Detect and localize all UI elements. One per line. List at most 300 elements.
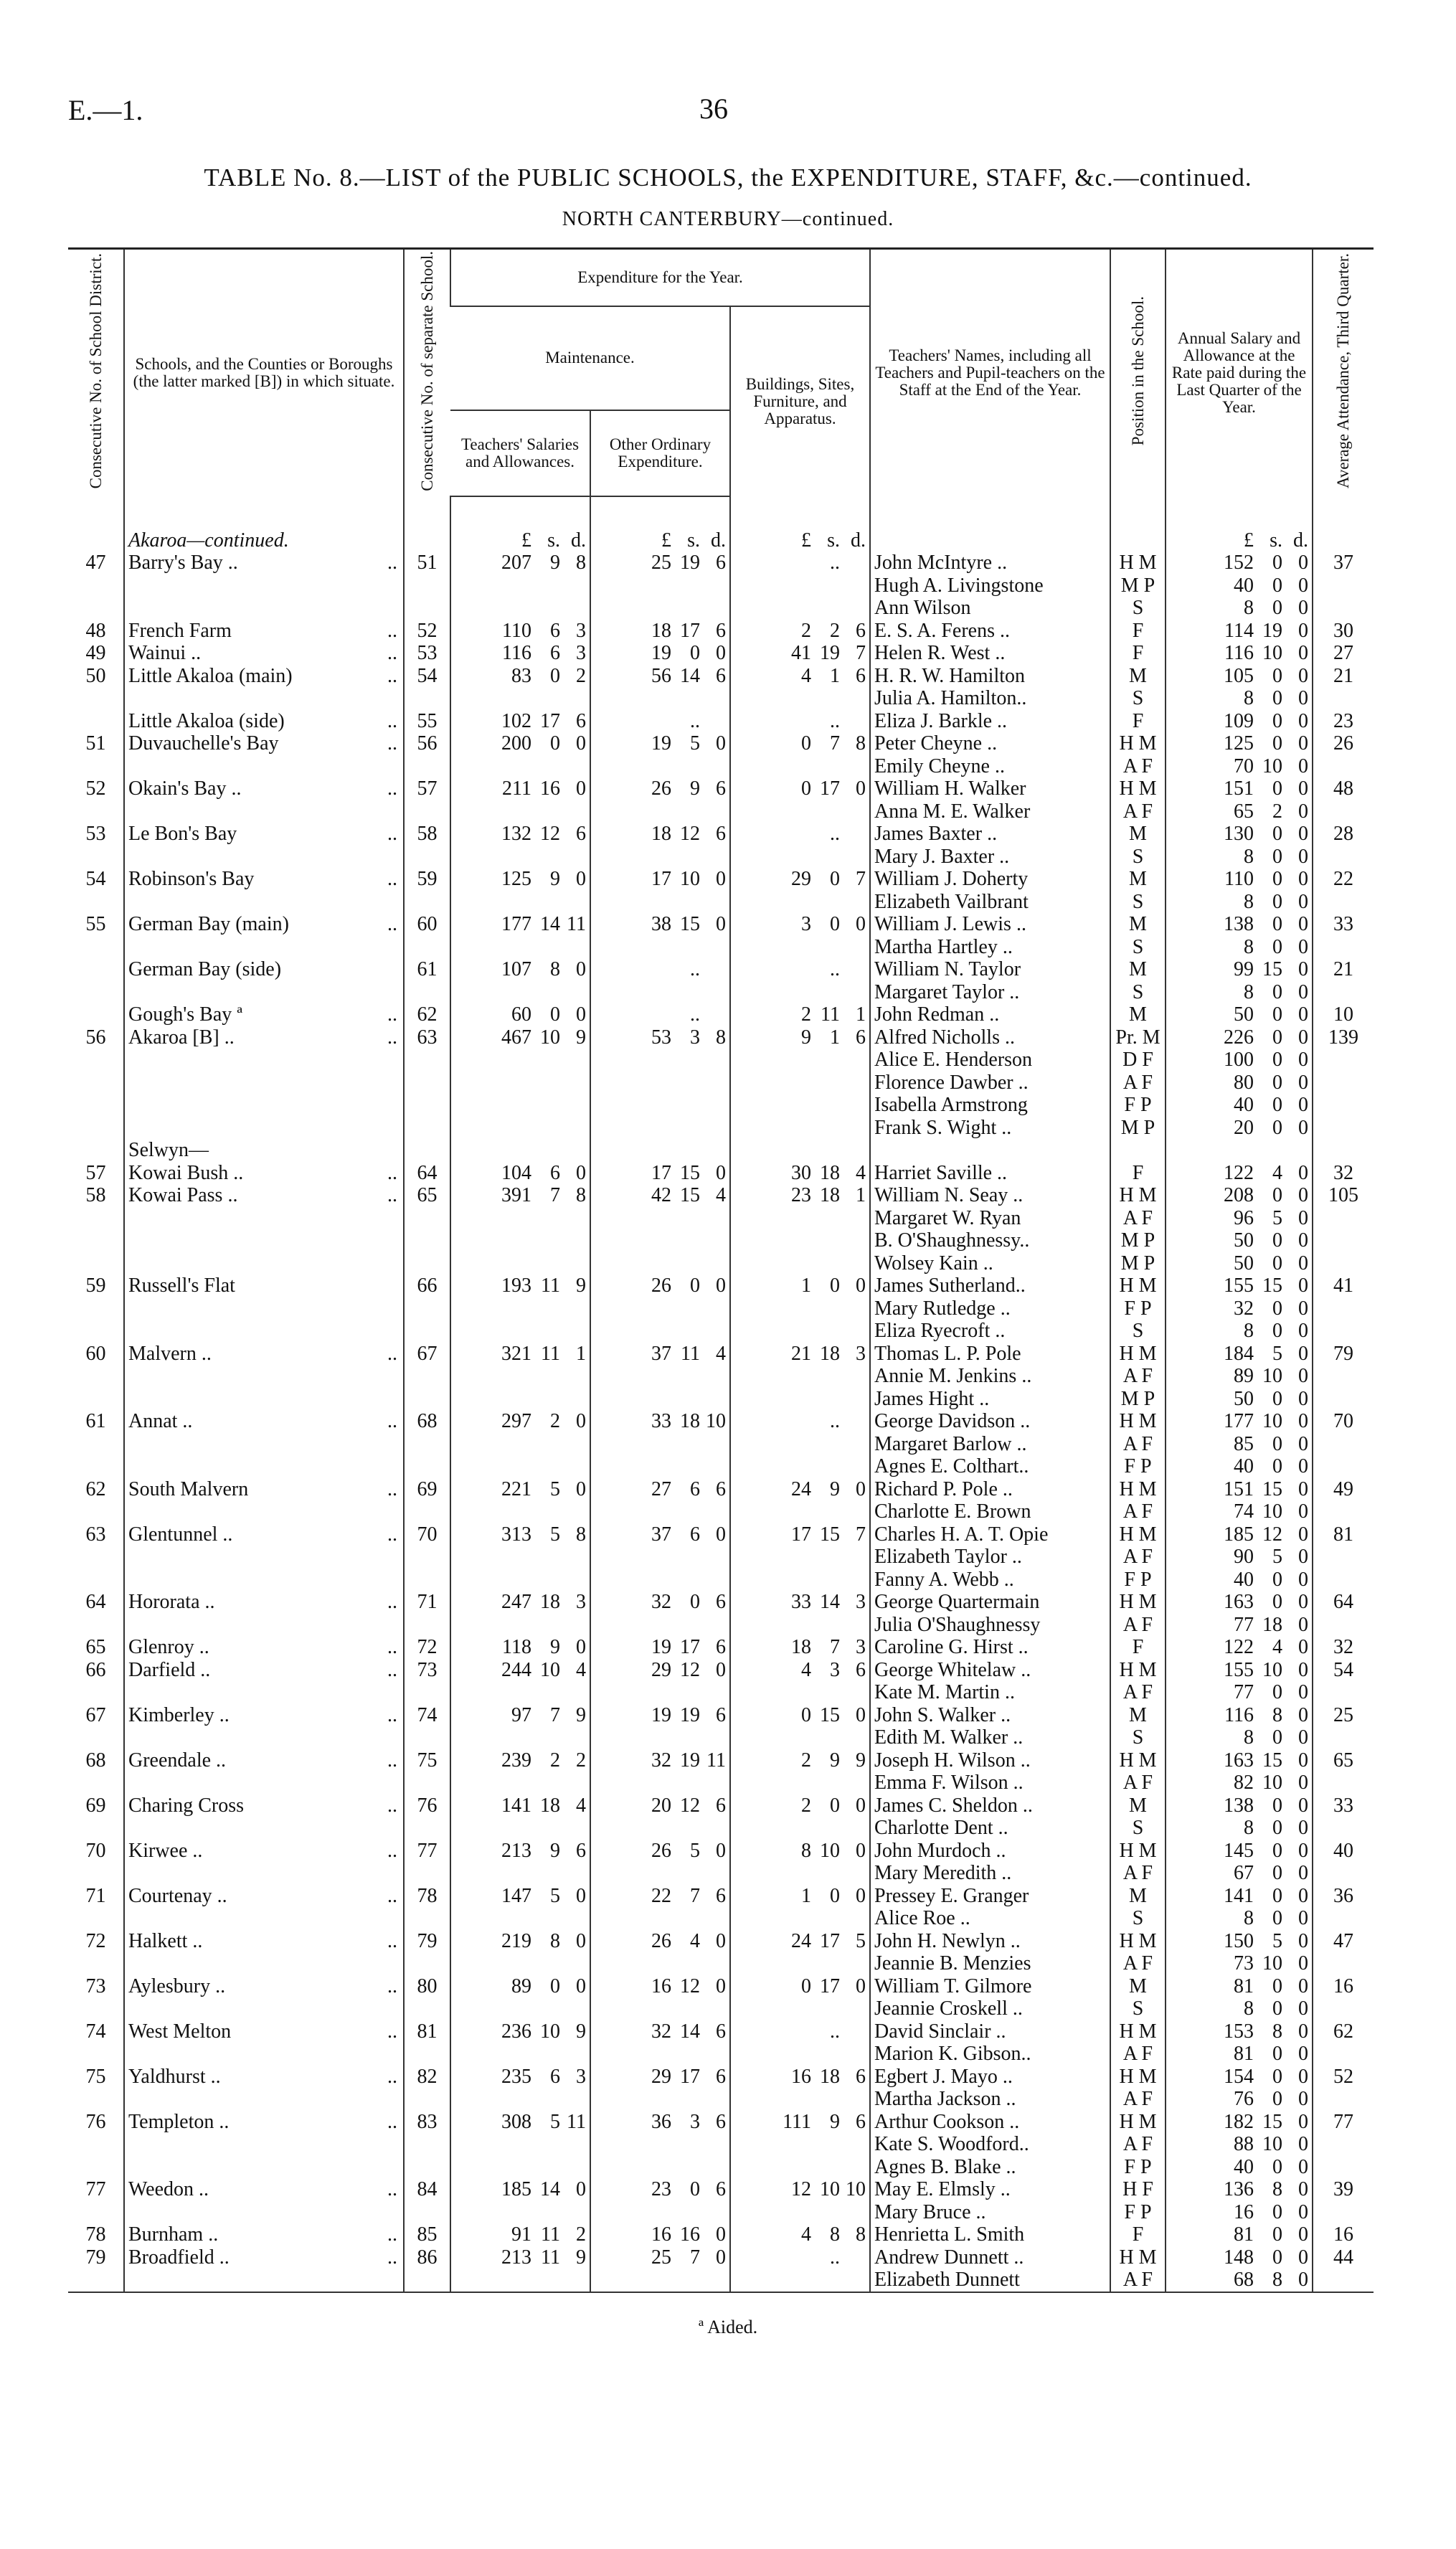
allowance-cell (1166, 823, 1313, 846)
leader-dots: .. (387, 619, 397, 642)
pence (840, 958, 866, 981)
shillings: 0 (1272, 1003, 1282, 1026)
amount (595, 1523, 726, 1546)
shillings: 6 (550, 2065, 560, 2088)
pence (840, 2020, 866, 2043)
teacher-salaries-cell (450, 732, 590, 755)
shillings: 2 (1272, 800, 1282, 823)
pence: 0 (1298, 1997, 1308, 2020)
other-expenditure-cell (590, 1840, 730, 1863)
shillings: 0 (1272, 1997, 1282, 2020)
teacher-name-cell: George Whitelaw .. (870, 1659, 1110, 1682)
shillings: 0 (1272, 980, 1282, 1003)
allowance-cell (1166, 687, 1313, 710)
attendance-cell: 40 (1313, 1840, 1374, 1863)
other-expenditure-cell (590, 1003, 730, 1026)
pence: 0 (1298, 1839, 1308, 1862)
allowance-cell (1166, 891, 1313, 914)
school-name-cell (124, 936, 404, 959)
amount (734, 1636, 866, 1659)
other-expenditure-cell (590, 642, 730, 665)
pounds: 153 (1224, 2020, 1254, 2043)
school-number-cell: 75 (404, 1749, 450, 1772)
school-number-cell: 53 (404, 642, 450, 665)
amount (455, 1523, 586, 1546)
other-expenditure-cell (590, 1997, 730, 2020)
district-number-cell: 50 (85, 664, 106, 687)
shillings: 14 (680, 664, 700, 687)
pence: 0 (716, 868, 726, 891)
pence: 9 (576, 1274, 586, 1297)
amount (1170, 1997, 1308, 2020)
allowance-cell (1166, 1659, 1313, 1682)
amount (1170, 1297, 1308, 1320)
allowance-cell (1166, 936, 1313, 959)
district-number-cell (68, 597, 124, 620)
school-name-cell (124, 529, 404, 552)
school-name: German Bay (side) (128, 958, 282, 981)
shillings: 10 (820, 1839, 840, 1862)
teacher-name-cell (870, 529, 1110, 552)
school-name-cell (124, 2246, 404, 2269)
school-name: Selwyn— (128, 1139, 209, 1162)
teacher-salaries-cell (450, 1388, 590, 1411)
pounds: 130 (1224, 823, 1254, 846)
school-name: Burnham .. (128, 2223, 219, 2246)
teacher-name-cell: Pressey E. Granger (870, 1885, 1110, 1908)
district-number-cell: 49 (85, 642, 106, 665)
pence: 6 (716, 664, 726, 687)
pence: 0 (1298, 1161, 1308, 1184)
school-name-cell (124, 552, 404, 574)
attendance-cell: 36 (1313, 1885, 1374, 1908)
buildings-cell (730, 1614, 870, 1637)
pence: 0 (1298, 1523, 1308, 1546)
pounds: 132 (501, 823, 531, 846)
pence: 6 (716, 619, 726, 642)
pounds: 41 (791, 642, 811, 665)
allowance-cell (1166, 1094, 1313, 1117)
other-expenditure-cell (590, 1433, 730, 1456)
pence: 0 (856, 1703, 866, 1726)
shillings: 4 (1272, 1161, 1282, 1184)
pounds: 4 (801, 2223, 811, 2246)
pounds (770, 2020, 811, 2043)
pence: 0 (716, 2246, 726, 2269)
buildings-cell (730, 1704, 870, 1727)
pence: 0 (1298, 800, 1308, 823)
shillings: 7 (550, 1184, 560, 1207)
teacher-salaries-cell (450, 1072, 590, 1094)
pence: 6 (576, 1839, 586, 1862)
buildings-cell (730, 1274, 870, 1297)
district-number-cell: 53 (85, 823, 106, 846)
school-name: Robinson's Bay (128, 868, 255, 891)
leader-dots: .. (387, 1342, 397, 1365)
amount (1170, 1229, 1308, 1252)
shillings: s. (687, 529, 700, 552)
table-row (68, 2133, 1374, 2156)
position-cell: F (1110, 642, 1166, 665)
other-expenditure-cell (590, 2043, 730, 2066)
school-name-cell (124, 1410, 404, 1433)
shillings: 0 (1272, 2246, 1282, 2269)
position-cell: H M (1110, 552, 1166, 574)
shillings: 18 (820, 1342, 840, 1365)
pence: 4 (716, 1184, 726, 1207)
pence: 6 (716, 1884, 726, 1907)
attendance-cell (1313, 981, 1374, 1004)
allowance-cell (1166, 2020, 1313, 2043)
pence: 0 (716, 913, 726, 936)
position-cell: H M (1110, 1184, 1166, 1207)
pence: 0 (1298, 1749, 1308, 1772)
position-cell: H M (1110, 1659, 1166, 1682)
amount (595, 710, 726, 733)
district-number-cell: 70 (85, 1839, 106, 1862)
shillings: 0 (1272, 1252, 1282, 1274)
school-name-cell (124, 665, 404, 688)
position-cell: H M (1110, 777, 1166, 800)
district-number-cell: 51 (85, 732, 106, 755)
school-number-cell: 73 (404, 1659, 450, 1682)
school-name: Gough's Bay ª (128, 1003, 242, 1026)
attendance-cell (1313, 597, 1374, 620)
shillings: 17 (820, 1975, 840, 1997)
school-number-cell: 70 (404, 1523, 450, 1546)
teacher-salaries-cell (450, 2111, 590, 2134)
shillings: 0 (1272, 1726, 1282, 1749)
buildings-cell (730, 1500, 870, 1523)
shillings: 0 (1272, 1568, 1282, 1591)
pence: 8 (856, 732, 866, 755)
school-name: Le Bon's Bay (128, 823, 237, 846)
pounds: 19 (651, 732, 671, 755)
pounds: 74 (1234, 1500, 1254, 1523)
school-name: Charing Cross (128, 1794, 244, 1817)
pounds (770, 1410, 811, 1433)
school-name: Akaroa—continued. (128, 529, 289, 552)
amount (734, 2246, 866, 2269)
table-row (68, 1997, 1374, 2020)
pence: 0 (1298, 574, 1308, 597)
school-number-cell: 77 (404, 1840, 450, 1863)
amount (455, 1410, 586, 1433)
amount (1170, 800, 1308, 823)
buildings-cell (730, 1907, 870, 1930)
table-row (68, 1614, 1374, 1637)
pence (840, 1410, 866, 1433)
district-number-cell (68, 1997, 124, 2020)
shillings: 0 (550, 1003, 560, 1026)
buildings-cell (730, 2088, 870, 2111)
position-cell: M (1110, 958, 1166, 981)
leader-dots: .. (387, 2246, 397, 2269)
allowance-cell (1166, 1274, 1313, 1297)
pence: 6 (716, 1591, 726, 1614)
pence: 0 (1298, 1636, 1308, 1659)
shillings: 17 (820, 1929, 840, 1952)
pence: 8 (716, 1026, 726, 1049)
pounds: 145 (1224, 1839, 1254, 1862)
amount (595, 1704, 726, 1727)
pounds: 17 (651, 868, 671, 891)
attendance-cell: 65 (1313, 1749, 1374, 1772)
attendance-cell: 27 (1313, 642, 1374, 665)
teacher-salaries-cell (450, 1049, 590, 1072)
allowance-cell (1166, 2156, 1313, 2179)
header-teachers: Teachers' Names, including all Teachers and Pupil-teachers on the Staff at the End of the Year. (870, 249, 1110, 496)
pence: 4 (856, 1161, 866, 1184)
amount (1170, 1726, 1308, 1749)
district-number-cell: 58 (85, 1184, 106, 1207)
shillings: 18 (820, 1184, 840, 1207)
attendance-cell: 30 (1313, 620, 1374, 643)
other-expenditure-cell (590, 1975, 730, 1998)
table-row (68, 1478, 1374, 1501)
attendance-cell (1313, 846, 1374, 869)
pounds: 109 (1224, 709, 1254, 732)
teacher-name-cell: Elizabeth Dunnett (870, 2269, 1110, 2292)
allowance-cell (1166, 1500, 1313, 1523)
school-number-cell: 81 (404, 2020, 450, 2043)
pounds: 100 (1224, 1049, 1254, 1072)
school-name: Halkett .. (128, 1929, 203, 1952)
district-number-cell: 55 (85, 913, 106, 936)
other-expenditure-cell (590, 1297, 730, 1320)
pence: 6 (716, 777, 726, 800)
leader-dots: .. (387, 1003, 397, 1026)
pence: 7 (856, 642, 866, 665)
table-row (68, 1862, 1374, 1885)
buildings-cell (730, 1297, 870, 1320)
pence: 0 (576, 1636, 586, 1659)
allowance-cell (1166, 2223, 1313, 2246)
shillings: 5 (1272, 1929, 1282, 1952)
teacher-name-cell: William H. Walker (870, 777, 1110, 800)
pence: 3 (576, 619, 586, 642)
shillings: 0 (1272, 1229, 1282, 1252)
amount (1170, 1885, 1308, 1908)
shillings: 15 (680, 1161, 700, 1184)
teacher-name-cell: James Sutherland.. (870, 1274, 1110, 1297)
table-row (68, 1252, 1374, 1275)
pounds: 88 (1234, 2133, 1254, 2156)
attendance-cell (1313, 1207, 1374, 1230)
amount (1170, 777, 1308, 800)
buildings-cell (730, 1772, 870, 1794)
amount (1170, 1907, 1308, 1930)
shillings: 9 (550, 1636, 560, 1659)
attendance-cell (1313, 1049, 1374, 1072)
shillings: 14 (680, 2020, 700, 2043)
pounds: 297 (501, 1410, 531, 1433)
attendance-cell: 21 (1313, 665, 1374, 688)
pounds: 32 (651, 1591, 671, 1614)
amount (734, 1749, 866, 1772)
pounds: 1 (801, 1274, 811, 1297)
pence: 0 (1298, 1026, 1308, 1049)
shillings: 10 (540, 2020, 560, 2043)
shillings: 2 (830, 619, 840, 642)
pounds: 22 (651, 1884, 671, 1907)
shillings: 0 (1272, 574, 1282, 597)
pounds: 76 (1234, 2088, 1254, 2111)
school-name-cell (124, 1840, 404, 1863)
amount (595, 913, 726, 936)
shillings: .. (690, 709, 700, 732)
pence (840, 823, 866, 846)
school-number-cell (404, 1139, 450, 1162)
allowance-cell (1166, 1523, 1313, 1546)
shillings: 12 (540, 823, 560, 846)
pounds: 81 (1234, 1975, 1254, 1997)
allowance-cell (1166, 1794, 1313, 1817)
school-name-cell (124, 1207, 404, 1230)
pounds: 32 (1234, 1297, 1254, 1320)
teacher-salaries-cell (450, 1500, 590, 1523)
pence: 3 (576, 1591, 586, 1614)
table-row (68, 2201, 1374, 2224)
teacher-salaries-cell (450, 2246, 590, 2269)
leader-dots: .. (387, 1523, 397, 1546)
school-name-cell (124, 1455, 404, 1478)
position-cell: F P (1110, 2201, 1166, 2224)
pounds: 26 (651, 1839, 671, 1862)
school-name-cell (124, 642, 404, 665)
amount (1170, 891, 1308, 914)
position-cell: H M (1110, 1478, 1166, 1501)
pence: 3 (856, 1342, 866, 1365)
amount (595, 2066, 726, 2089)
buildings-cell (730, 665, 870, 688)
pounds: 138 (1224, 913, 1254, 936)
position-cell: H M (1110, 2020, 1166, 2043)
pence: 0 (1298, 1094, 1308, 1117)
amount (595, 1659, 726, 1682)
school-name: Annat .. (128, 1410, 193, 1433)
position-cell: M (1110, 1794, 1166, 1817)
school-name-cell (124, 1862, 404, 1885)
table-row (68, 1772, 1374, 1794)
attendance-cell: 39 (1313, 2178, 1374, 2201)
attendance-cell (1313, 1997, 1374, 2020)
pence: 0 (576, 2178, 586, 2201)
buildings-cell (730, 913, 870, 936)
buildings-cell (730, 2133, 870, 2156)
pence: 0 (1298, 1432, 1308, 1455)
table-row (68, 2223, 1374, 2246)
pence: 6 (716, 823, 726, 846)
pence: 0 (1298, 1365, 1308, 1388)
table-row (68, 2246, 1374, 2269)
pounds: 213 (501, 1839, 531, 1862)
other-expenditure-cell (590, 574, 730, 597)
position-cell: F P (1110, 1297, 1166, 1320)
pence: 2 (576, 664, 586, 687)
amount (1170, 936, 1308, 959)
school-number-cell: 55 (404, 710, 450, 733)
school-name-cell (124, 710, 404, 733)
position-cell: H M (1110, 1749, 1166, 1772)
attendance-cell (1313, 1614, 1374, 1637)
pounds: 152 (1224, 552, 1254, 574)
district-number-cell (68, 2133, 124, 2156)
table-row (68, 958, 1374, 981)
pounds: 18 (791, 1636, 811, 1659)
pounds: 77 (1234, 1613, 1254, 1636)
buildings-cell (730, 2066, 870, 2089)
shillings: 0 (1272, 845, 1282, 868)
district-number-cell: 60 (85, 1342, 106, 1365)
shillings: 0 (1272, 1071, 1282, 1094)
pounds: 65 (1234, 800, 1254, 823)
attendance-cell: 33 (1313, 1794, 1374, 1817)
district-number-cell (68, 2156, 124, 2179)
amount (1170, 2201, 1308, 2224)
other-expenditure-cell (590, 1569, 730, 1592)
pence: 11 (567, 913, 586, 936)
pence: 8 (576, 552, 586, 574)
pounds: 40 (1234, 1455, 1254, 1478)
pounds: 116 (502, 642, 531, 665)
pounds: 155 (1224, 1274, 1254, 1297)
teacher-name-cell: John McIntyre .. (870, 552, 1110, 574)
pounds: 50 (1234, 1003, 1254, 1026)
attendance-cell (1313, 1094, 1374, 1117)
amount (595, 529, 726, 552)
buildings-cell (730, 1546, 870, 1569)
pence: 0 (856, 1975, 866, 1997)
position-cell: Pr. M (1110, 1026, 1166, 1049)
position-cell: M (1110, 1975, 1166, 1998)
shillings: 0 (690, 642, 700, 665)
shillings: 0 (1272, 1432, 1282, 1455)
buildings-cell (730, 1862, 870, 1885)
teacher-salaries-cell (450, 913, 590, 936)
district-number-cell: 73 (85, 1975, 106, 1997)
school-number-cell: 85 (404, 2223, 450, 2246)
shillings: 15 (680, 913, 700, 936)
table-row (68, 1433, 1374, 1456)
pounds: 2 (801, 1749, 811, 1772)
leader-dots: .. (387, 1929, 397, 1952)
district-number-cell (68, 958, 124, 981)
pence: 3 (856, 1636, 866, 1659)
other-expenditure-cell (590, 1320, 730, 1343)
allowance-cell (1166, 755, 1313, 778)
amount (1170, 574, 1308, 597)
shillings: 10 (1262, 1952, 1282, 1975)
table-row (68, 597, 1374, 620)
school-name-cell (124, 2066, 404, 2089)
amount (595, 1885, 726, 1908)
pence: 0 (1298, 845, 1308, 868)
position-cell: A F (1110, 800, 1166, 823)
table-row (68, 936, 1374, 959)
buildings-cell (730, 1343, 870, 1366)
school-name-cell (124, 2088, 404, 2111)
shillings: .. (830, 709, 840, 732)
school-number-cell (404, 574, 450, 597)
pounds: 56 (651, 664, 671, 687)
buildings-cell (730, 1930, 870, 1953)
pounds: 80 (1234, 1071, 1254, 1094)
position-cell: H M (1110, 2111, 1166, 2134)
pounds: 110 (502, 619, 531, 642)
buildings-cell (730, 597, 870, 620)
amount (455, 1003, 586, 1026)
